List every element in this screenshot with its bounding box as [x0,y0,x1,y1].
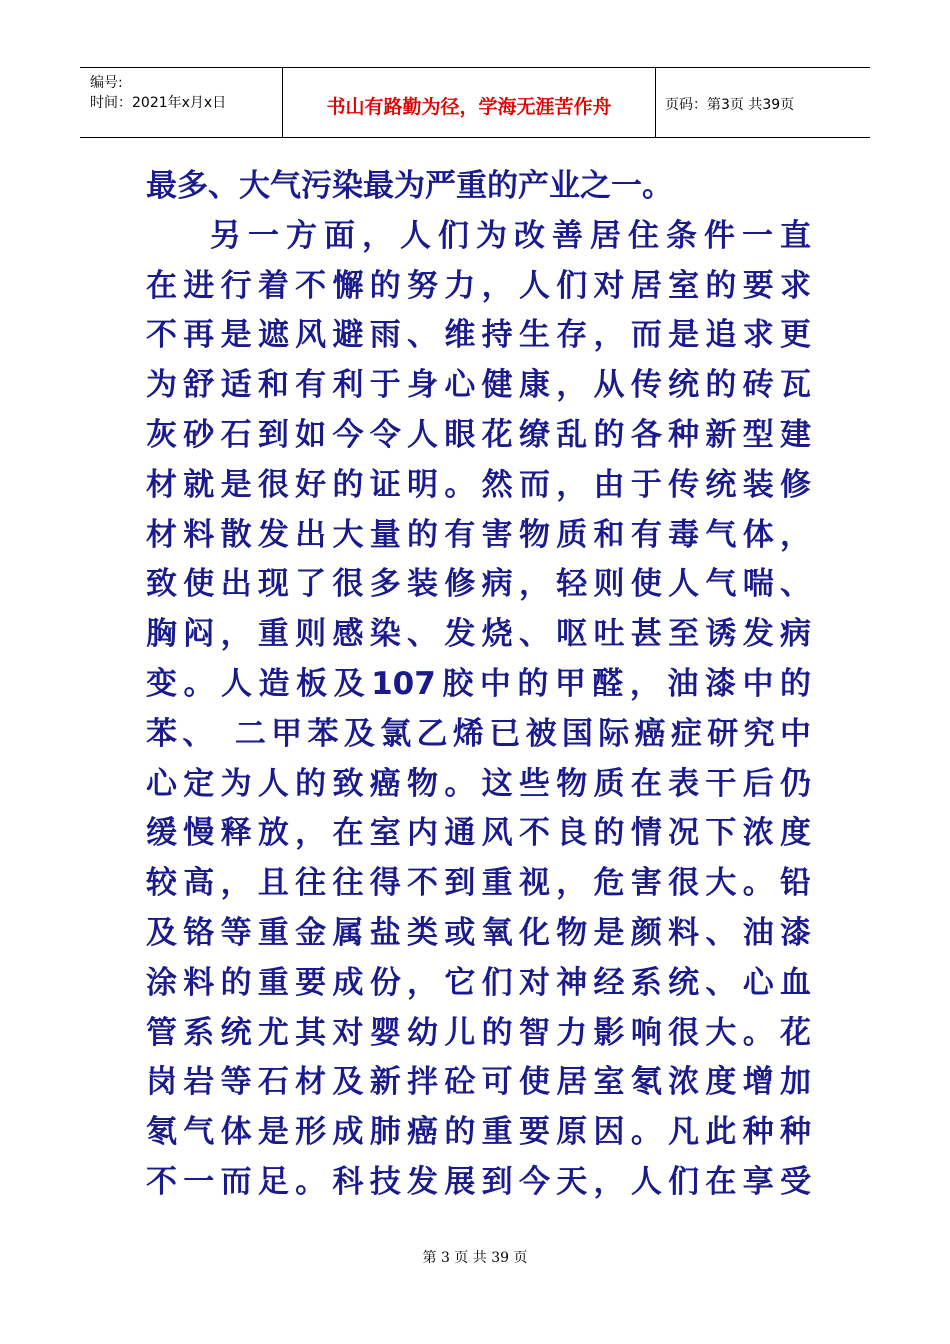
text-line: 氡气体是形成肺癌的重要原因。凡此种种 [146,1114,811,1151]
text-line: 岗岩等石材及新拌砼可使居室氡浓度增加 [146,1064,811,1101]
text-line: 苯、 二甲苯及氯乙烯已被国际癌症研究中 [146,715,811,752]
text-line: 心定为人的致癌物。这些物质在表干后仍 [146,765,811,802]
header-page-info: 页码：第3页 共39页 [665,97,795,113]
document-date: 时间：2021年x月x日 [90,95,227,111]
text-line: 较高，且往往得不到重视，危害很大。铅 [146,865,811,902]
text-line: 及铬等重金属盐类或氧化物是颜料、油漆 [146,914,811,951]
text-line: 为舒适和有利于身心健康，从传统的砖瓦 [146,367,811,404]
text-line: 材就是很好的证明。然而，由于传统装修 [146,466,811,503]
header-middle-cell [282,68,656,137]
page-footer: 第 3 页 共 39 页 [422,1250,528,1266]
document-body [146,162,811,1208]
text-line: 变。人造板及107胶中的甲醛，油漆中的 [146,665,811,702]
page-header [80,67,870,138]
text-line: 不再是遮风避雨、维持生存，而是追求更 [146,317,811,354]
text-line: 不一而足。科技发展到今天，人们在享受 [146,1163,811,1200]
document-number-label: 编号: [90,75,123,91]
header-left-cell [80,68,282,137]
text-line: 最多、大气污染最为严重的产业之一。 [146,168,673,204]
text-line: 涂料的重要成份，它们对神经系统、心血 [146,964,811,1001]
text-line: 另一方面，人们为改善居住条件一直 [210,217,811,254]
text-line: 材料散发出大量的有害物质和有毒气体， [146,516,811,553]
text-line: 管系统尤其对婴幼儿的智力影响很大。花 [146,1014,811,1051]
header-motto: 书山有路勤为径，学海无涯苦作舟 [326,96,612,118]
text-line: 缓慢释放，在室内通风不良的情况下浓度 [146,815,811,852]
text-line: 灰砂石到如今令人眼花缭乱的各种新型建 [146,416,811,453]
text-line: 在进行着不懈的努力，人们对居室的要求 [146,267,811,304]
header-right-cell [655,68,870,137]
text-line: 致使出现了很多装修病，轻则使人气喘、 [146,566,811,603]
text-line: 胸闷，重则感染、发烧、呕吐甚至诱发病 [146,616,811,653]
